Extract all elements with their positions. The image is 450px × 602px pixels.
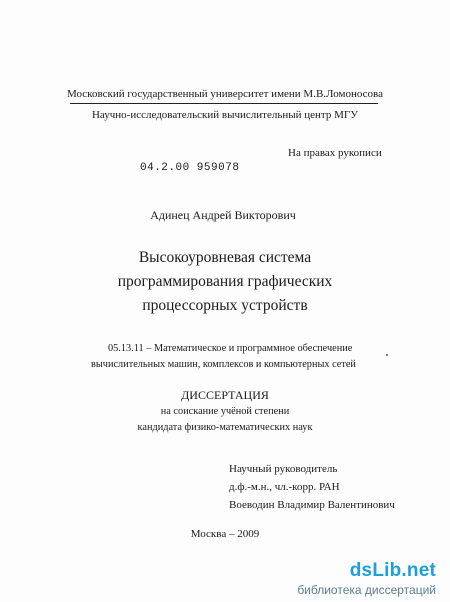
specialty-line-2: вычислительных машин, комплексов и компьютерных сетей <box>91 359 356 370</box>
watermark-logo: dsLib.net <box>349 560 436 581</box>
research-center-name: Научно-исследовательский вычислительный центр МГУ <box>91 109 359 121</box>
scan-speck <box>386 354 388 356</box>
title-line-2: программирования графических <box>117 273 333 290</box>
rights-notice: На правах рукописи <box>288 147 382 159</box>
city-year: Москва – 2009 <box>190 528 260 540</box>
dissertation-heading: ДИССЕРТАЦИЯ <box>181 388 269 402</box>
university-name: Московский государственный университет имени М.В.Ломоносова <box>67 88 383 100</box>
registration-stamp: 04.2.00 959078 <box>140 162 240 174</box>
watermark-subtitle: библиотека диссертаций <box>297 583 436 597</box>
title-line-3: процессорных устройств <box>142 297 308 314</box>
supervisor-degree: д.ф.-м.н., чл.-корр. РАН <box>229 481 340 493</box>
degree-line-1: на соискание учёной степени <box>160 406 290 417</box>
supervisor-name: Воеводин Владимир Валентинович <box>229 499 395 511</box>
supervisor-label: Научный руководитель <box>229 463 338 475</box>
specialty-line-1: 05.13.11 – Математическое и программное обеспечение <box>108 343 353 354</box>
title-line-1: Высокоуровневая система <box>138 249 312 266</box>
header-divider <box>70 103 378 104</box>
author-name: Адинец Андрей Викторович <box>150 208 296 222</box>
degree-line-2: кандидата физико-математических наук <box>137 422 313 433</box>
